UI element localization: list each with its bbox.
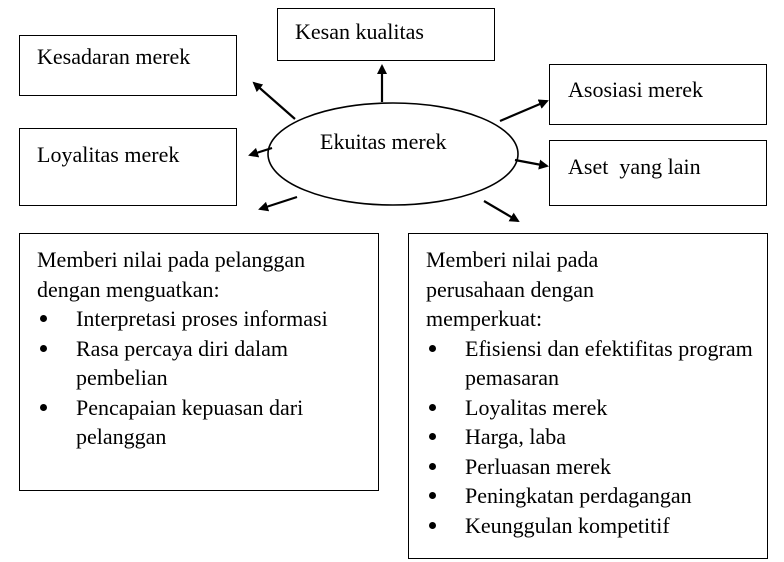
arrow-to-kesadaran-merek xyxy=(254,83,295,119)
right-panel-item xyxy=(426,481,756,511)
right-panel-item-text: Efisiensi dan efektifitas program pemasaran xyxy=(465,335,753,390)
node-aset-lain xyxy=(549,140,767,206)
node-loyalitas-merek xyxy=(19,128,237,206)
left-panel-list xyxy=(37,304,357,452)
node-loyalitas-merek-label: Loyalitas merek xyxy=(37,142,180,167)
arrow-to-left-panel xyxy=(260,197,297,209)
right-panel-item-text: Loyalitas merek xyxy=(465,394,608,420)
right-panel-heading: Memberi nilai pada perusahaan dengan memperkuat: xyxy=(426,247,599,331)
arrow-to-aset-lain xyxy=(515,160,547,166)
right-panel-item xyxy=(426,334,756,393)
left-panel-item xyxy=(37,304,357,334)
right-panel-list xyxy=(426,334,756,541)
left-panel-item xyxy=(37,393,357,452)
right-panel-item xyxy=(426,452,756,482)
node-kesadaran-merek xyxy=(19,35,237,96)
center-label: Ekuitas merek xyxy=(320,129,447,154)
center-ellipse xyxy=(268,103,518,205)
left-panel-item xyxy=(37,334,357,393)
left-panel-item-text: Rasa percaya diri dalam pembelian xyxy=(76,335,288,390)
node-aset-lain-label: Aset yang lain xyxy=(568,154,701,179)
left-panel-heading: Memberi nilai pada pelanggan dengan menguatkan: xyxy=(37,247,306,302)
arrow-to-asosiasi-merek xyxy=(500,101,547,121)
node-kesan-kualitas xyxy=(277,8,495,61)
node-asosiasi-merek xyxy=(549,64,767,125)
right-panel-item xyxy=(426,511,756,541)
right-panel xyxy=(408,233,768,559)
right-panel-item xyxy=(426,393,756,423)
node-asosiasi-merek-label: Asosiasi merek xyxy=(568,77,704,102)
right-panel-item-text: Perluasan merek xyxy=(465,453,611,479)
right-panel-item-text: Peningkatan perdagangan xyxy=(465,483,692,508)
right-panel-item xyxy=(426,422,756,452)
right-panel-item-text: Harga, laba xyxy=(465,424,566,449)
left-panel xyxy=(19,233,379,491)
node-kesadaran-merek-label: Kesadaran merek xyxy=(37,44,191,69)
node-kesan-kualitas-label: Kesan kualitas xyxy=(295,19,424,44)
left-panel-item-text: Interpretasi proses informasi xyxy=(76,306,328,331)
left-panel-item-text: Pencapaian kepuasan dari pelanggan xyxy=(76,394,304,449)
arrow-to-right-panel xyxy=(484,201,518,221)
right-panel-item-text: Keunggulan kompetitif xyxy=(465,512,670,538)
